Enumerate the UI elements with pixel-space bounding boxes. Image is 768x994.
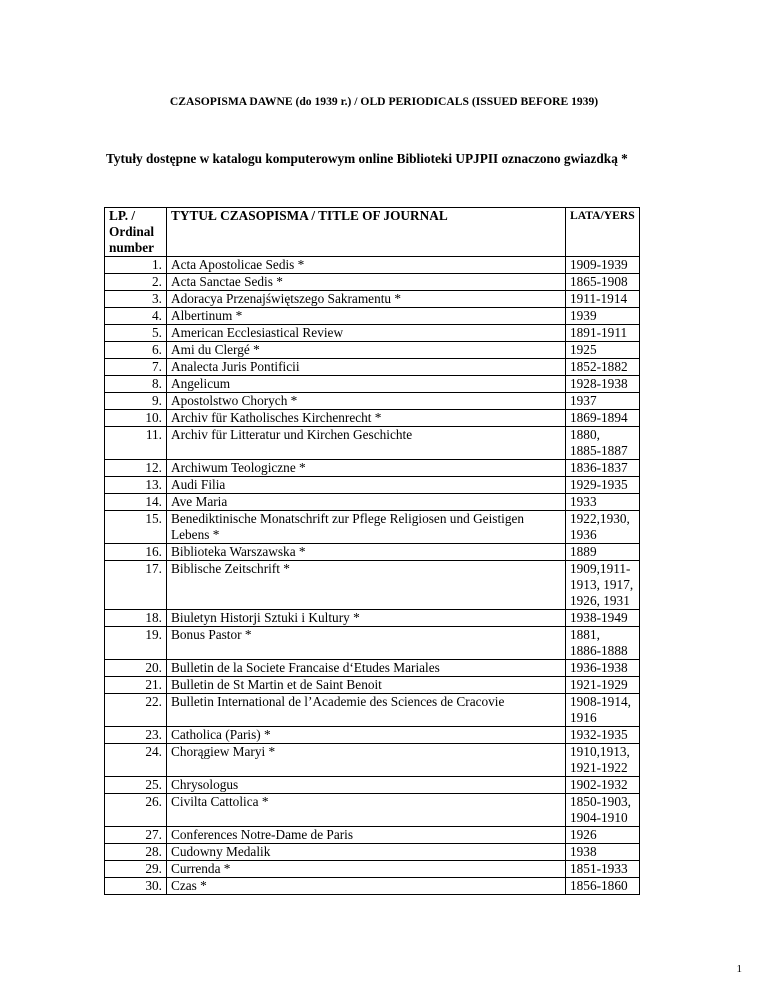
table-row xyxy=(105,878,640,895)
row-number: 1. xyxy=(105,257,167,274)
journal-title: Archiwum Teologiczne * xyxy=(167,460,566,477)
row-number: 18. xyxy=(105,610,167,627)
journal-years xyxy=(566,291,640,308)
journal-title: Archiv für Katholisches Kirchenrecht * xyxy=(167,410,566,427)
row-number: 22. xyxy=(105,694,167,727)
row-number: 30. xyxy=(105,878,167,895)
table-row xyxy=(105,257,640,274)
row-number: 7. xyxy=(105,359,167,376)
journal-years xyxy=(566,460,640,477)
journal-title: Ami du Clergé * xyxy=(167,342,566,359)
years-line: 1886-1888 xyxy=(570,643,628,658)
journal-title: Bulletin de St Martin et de Saint Benoit xyxy=(167,677,566,694)
years-line: 1889 xyxy=(570,544,597,559)
years-line: 1911-1914 xyxy=(570,291,628,306)
journal-years xyxy=(566,308,640,325)
journal-years xyxy=(566,878,640,895)
periodicals-table xyxy=(104,207,640,895)
journal-years xyxy=(566,359,640,376)
years-line: 1921-1929 xyxy=(570,677,628,692)
journal-years xyxy=(566,511,640,544)
journal-years xyxy=(566,410,640,427)
journal-years xyxy=(566,610,640,627)
journal-title: Acta Sanctae Sedis * xyxy=(167,274,566,291)
journal-years xyxy=(566,561,640,610)
table-row xyxy=(105,610,640,627)
journal-title: Chrysologus xyxy=(167,777,566,794)
header-lp-line: Ordinal xyxy=(109,224,155,239)
years-line: 1836-1837 xyxy=(570,460,628,475)
table-row xyxy=(105,460,640,477)
table-row xyxy=(105,827,640,844)
row-number: 14. xyxy=(105,494,167,511)
table-row xyxy=(105,274,640,291)
years-line: 1910,1913, xyxy=(570,744,630,759)
journal-years xyxy=(566,694,640,727)
column-header-lp xyxy=(105,208,167,257)
header-lp-line: LP. / xyxy=(109,208,136,223)
journal-years xyxy=(566,427,640,460)
row-number: 3. xyxy=(105,291,167,308)
journal-years xyxy=(566,342,640,359)
journal-title: Angelicum xyxy=(167,376,566,393)
table-row xyxy=(105,376,640,393)
journal-years xyxy=(566,861,640,878)
journal-title: Biuletyn Historji Sztuki i Kultury * xyxy=(167,610,566,627)
row-number: 20. xyxy=(105,660,167,677)
journal-years xyxy=(566,827,640,844)
years-line: 1880, xyxy=(570,427,600,442)
years-line: 1922,1930, xyxy=(570,511,630,526)
years-line: 1909-1939 xyxy=(570,257,628,272)
table-row xyxy=(105,359,640,376)
journal-title: Chorągiew Maryi * xyxy=(167,744,566,777)
years-line: 1909,1911- xyxy=(570,561,631,576)
years-line: 1852-1882 xyxy=(570,359,628,374)
journal-years xyxy=(566,777,640,794)
years-line: 1891-1911 xyxy=(570,325,628,340)
page-number: 1 xyxy=(736,963,742,975)
table-row xyxy=(105,291,640,308)
row-number: 17. xyxy=(105,561,167,610)
years-line: 1850-1903, xyxy=(570,794,631,809)
years-line: 1908-1914, xyxy=(570,694,631,709)
table-row xyxy=(105,477,640,494)
journal-title: Analecta Juris Pontificii xyxy=(167,359,566,376)
journal-years xyxy=(566,257,640,274)
row-number: 6. xyxy=(105,342,167,359)
table-row xyxy=(105,342,640,359)
row-number: 8. xyxy=(105,376,167,393)
journal-years xyxy=(566,660,640,677)
journal-title: Conferences Notre-Dame de Paris xyxy=(167,827,566,844)
column-header-years: LATA/YERS xyxy=(566,208,640,257)
journal-title: Biblioteka Warszawska * xyxy=(167,544,566,561)
row-number: 29. xyxy=(105,861,167,878)
journal-title: Benediktinische Monatschrift zur Pflege Religiosen und Geistigen Lebens * xyxy=(167,511,566,544)
row-number: 23. xyxy=(105,727,167,744)
journal-years xyxy=(566,627,640,660)
journal-title: Adoracya Przenajświętszego Sakramentu * xyxy=(167,291,566,308)
years-line: 1926 xyxy=(570,827,597,842)
table-row xyxy=(105,777,640,794)
years-line: 1937 xyxy=(570,393,597,408)
table-row xyxy=(105,325,640,342)
journal-title: Albertinum * xyxy=(167,308,566,325)
years-line: 1926, 1931 xyxy=(570,593,630,608)
row-number: 2. xyxy=(105,274,167,291)
journal-title: Currenda * xyxy=(167,861,566,878)
journal-years xyxy=(566,274,640,291)
table-row xyxy=(105,410,640,427)
journal-years xyxy=(566,477,640,494)
years-line: 1928-1938 xyxy=(570,376,628,391)
journal-title: Bulletin International de l’Academie des Sciences de Cracovie xyxy=(167,694,566,727)
years-line: 1885-1887 xyxy=(570,443,628,458)
years-line: 1933 xyxy=(570,494,597,509)
journal-years xyxy=(566,844,640,861)
years-line: 1856-1860 xyxy=(570,878,628,893)
table-row xyxy=(105,393,640,410)
years-line: 1932-1935 xyxy=(570,727,628,742)
page-title: CZASOPISMA DAWNE (do 1939 r.) / OLD PERIODICALS (ISSUED BEFORE 1939) xyxy=(169,95,599,108)
years-line: 1881, xyxy=(570,627,600,642)
journal-years xyxy=(566,494,640,511)
row-number: 25. xyxy=(105,777,167,794)
journal-years xyxy=(566,544,640,561)
row-number: 24. xyxy=(105,744,167,777)
table-row xyxy=(105,677,640,694)
years-line: 1938-1949 xyxy=(570,610,628,625)
row-number: 5. xyxy=(105,325,167,342)
table-row xyxy=(105,544,640,561)
table-row xyxy=(105,844,640,861)
row-number: 16. xyxy=(105,544,167,561)
table-row xyxy=(105,660,640,677)
journal-title: Catholica (Paris) * xyxy=(167,727,566,744)
journal-title: Biblische Zeitschrift * xyxy=(167,561,566,610)
row-number: 28. xyxy=(105,844,167,861)
years-line: 1913, 1917, xyxy=(570,577,634,592)
years-line: 1938 xyxy=(570,844,597,859)
years-line: 1916 xyxy=(570,710,597,725)
row-number: 12. xyxy=(105,460,167,477)
table-row xyxy=(105,494,640,511)
row-number: 13. xyxy=(105,477,167,494)
journal-years xyxy=(566,325,640,342)
table-header-row xyxy=(105,208,640,257)
years-line: 1904-1910 xyxy=(570,810,628,825)
journal-title: Audi Filia xyxy=(167,477,566,494)
journal-title: American Ecclesiastical Review xyxy=(167,325,566,342)
row-number: 11. xyxy=(105,427,167,460)
journal-title: Civilta Cattolica * xyxy=(167,794,566,827)
journal-title: Ave Maria xyxy=(167,494,566,511)
years-line: 1936-1938 xyxy=(570,660,628,675)
years-line: 1936 xyxy=(570,527,597,542)
journal-title: Bonus Pastor * xyxy=(167,627,566,660)
table-row xyxy=(105,727,640,744)
row-number: 21. xyxy=(105,677,167,694)
table-row xyxy=(105,308,640,325)
years-line: 1902-1932 xyxy=(570,777,628,792)
years-line: 1921-1922 xyxy=(570,760,628,775)
years-line: 1929-1935 xyxy=(570,477,628,492)
journal-years xyxy=(566,744,640,777)
years-line: 1851-1933 xyxy=(570,861,628,876)
catalog-note: Tytuły dostępne w katalogu komputerowym online Biblioteki UPJPII oznaczono gwiazdką * xyxy=(106,151,628,166)
row-number: 27. xyxy=(105,827,167,844)
years-line: 1865-1908 xyxy=(570,274,628,289)
table-row xyxy=(105,861,640,878)
row-number: 19. xyxy=(105,627,167,660)
journal-years xyxy=(566,376,640,393)
journal-years xyxy=(566,794,640,827)
table-row xyxy=(105,561,640,610)
table-row xyxy=(105,794,640,827)
row-number: 15. xyxy=(105,511,167,544)
row-number: 9. xyxy=(105,393,167,410)
journal-title: Acta Apostolicae Sedis * xyxy=(167,257,566,274)
years-line: 1869-1894 xyxy=(570,410,628,425)
row-number: 4. xyxy=(105,308,167,325)
row-number: 26. xyxy=(105,794,167,827)
header-lp-line: number xyxy=(109,240,155,255)
years-line: 1939 xyxy=(570,308,597,323)
table-body xyxy=(105,257,640,895)
table-row xyxy=(105,744,640,777)
journal-title: Apostolstwo Chorych * xyxy=(167,393,566,410)
table-row xyxy=(105,511,640,544)
journal-title: Archiv für Litteratur und Kirchen Geschichte xyxy=(167,427,566,460)
column-header-title: TYTUŁ CZASOPISMA / TITLE OF JOURNAL xyxy=(167,208,566,257)
journal-years xyxy=(566,677,640,694)
journal-years xyxy=(566,393,640,410)
row-number: 10. xyxy=(105,410,167,427)
years-line: 1925 xyxy=(570,342,597,357)
journal-years xyxy=(566,727,640,744)
table-row xyxy=(105,627,640,660)
table-row xyxy=(105,694,640,727)
journal-title: Cudowny Medalik xyxy=(167,844,566,861)
table-row xyxy=(105,427,640,460)
journal-title: Bulletin de la Societe Francaise d‘Etudes Mariales xyxy=(167,660,566,677)
journal-title: Czas * xyxy=(167,878,566,895)
